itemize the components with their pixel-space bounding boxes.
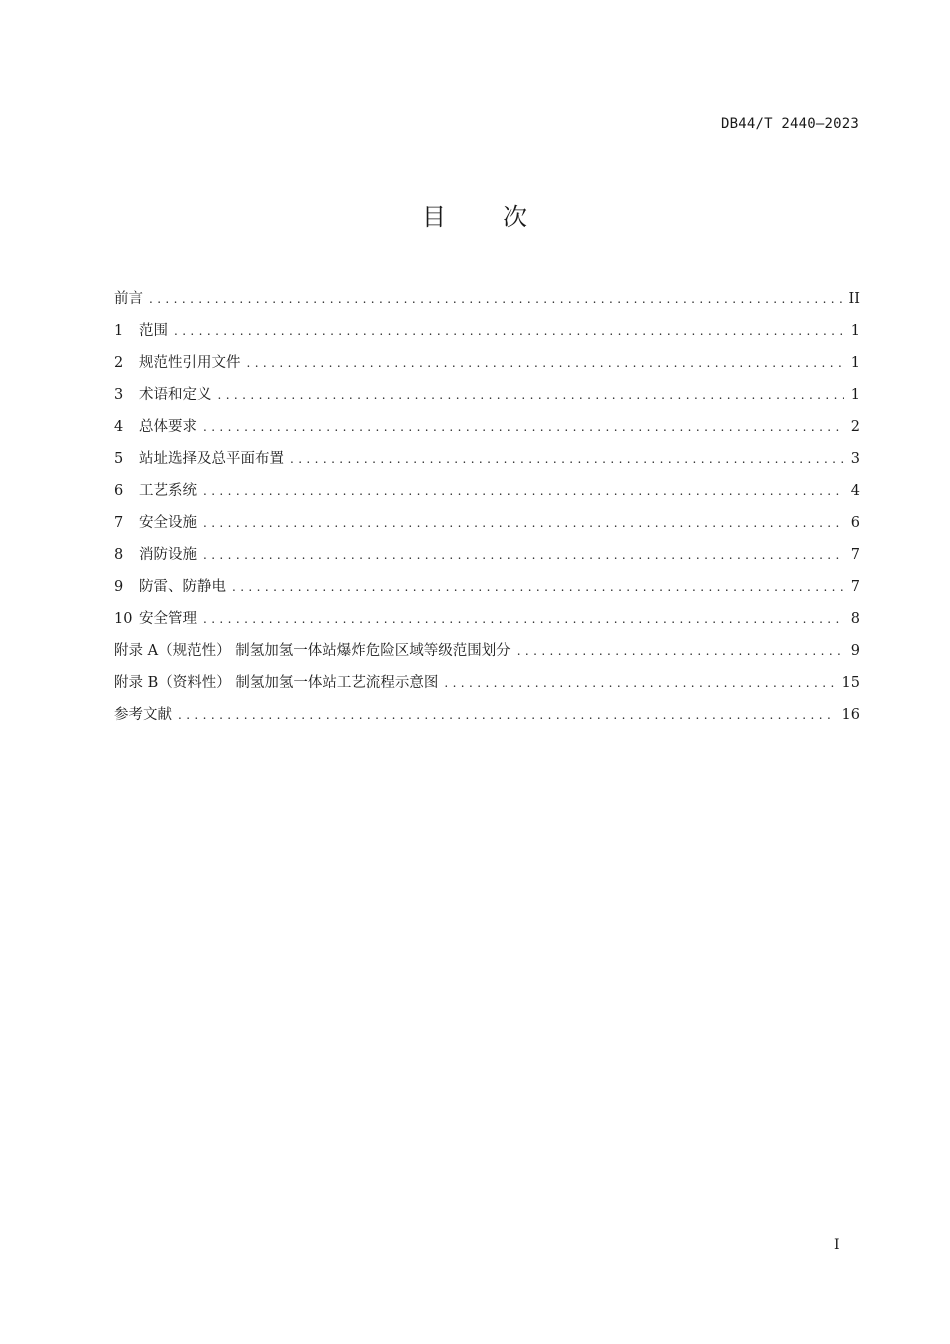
toc-entry-number: 9 [114,579,124,595]
toc-entry-page: 1 [850,323,860,339]
toc-entry-terms-definitions[interactable] [114,379,860,411]
toc-entry-page: 1 [850,387,860,403]
dot-leader [444,667,835,699]
dot-leader [203,411,844,443]
toc-entry-title: 工艺系统 [139,483,197,499]
toc-entry-title: 附录 A（规范性） 制氢加氢一体站爆炸危险区域等级范围划分 [114,643,511,659]
toc-entry-number: 5 [114,451,124,467]
toc-entry-page: 16 [841,707,860,723]
dot-leader [290,443,844,475]
toc-entry-number: 10 [114,611,133,627]
toc-entry-title: 站址选择及总平面布置 [139,451,284,467]
toc-entry-title: 防雷、防静电 [139,579,226,595]
table-of-contents [114,283,860,731]
dot-leader [203,475,844,507]
toc-entry-foreword[interactable] [114,283,860,315]
toc-entry-title: 规范性引用文件 [139,355,241,371]
toc-entry-safety-facilities[interactable] [114,507,860,539]
dot-leader [178,699,836,731]
toc-entry-number: 4 [114,419,124,435]
dot-leader [232,571,844,603]
toc-entry-title: 前言 [114,291,143,307]
toc-entry-title: 消防设施 [139,547,197,563]
toc-entry-number: 3 [114,387,124,403]
toc-entry-fire-facilities[interactable] [114,539,860,571]
toc-entry-bibliography[interactable] [114,699,860,731]
toc-entry-number: 6 [114,483,124,499]
document-code: DB44/T 2440—2023 [720,116,859,132]
toc-entry-appendix-b[interactable] [114,667,860,699]
toc-entry-page: 7 [850,547,860,563]
dot-leader [247,347,845,379]
toc-entry-title: 安全管理 [139,611,197,627]
toc-entry-normative-references[interactable] [114,347,860,379]
toc-entry-number: 1 [114,323,124,339]
page-number: I [834,1237,840,1253]
toc-entry-page: 4 [850,483,860,499]
toc-entry-page: 9 [850,643,860,659]
dot-leader [517,635,844,667]
toc-entry-number: 8 [114,547,124,563]
toc-entry-page: 15 [841,675,860,691]
toc-entry-number: 7 [114,515,124,531]
toc-entry-scope[interactable] [114,315,860,347]
page-title-part-2: 次 [503,203,528,231]
toc-entry-page: II [848,291,860,307]
dot-leader [203,603,844,635]
toc-entry-safety-management[interactable] [114,603,860,635]
toc-entry-site-selection[interactable] [114,443,860,475]
toc-entry-general-requirements[interactable] [114,411,860,443]
toc-entry-title: 总体要求 [139,419,197,435]
toc-entry-page: 3 [850,451,860,467]
dot-leader [218,379,845,411]
toc-entry-number: 2 [114,355,124,371]
page-title [0,200,950,234]
dot-leader [174,315,844,347]
dot-leader [203,539,844,571]
toc-entry-title: 术语和定义 [139,387,212,403]
toc-entry-title: 附录 B（资料性） 制氢加氢一体站工艺流程示意图 [114,675,439,691]
dot-leader [149,283,843,315]
dot-leader [203,507,844,539]
toc-entry-page: 1 [850,355,860,371]
toc-entry-appendix-a[interactable] [114,635,860,667]
toc-entry-page: 6 [850,515,860,531]
toc-entry-page: 7 [850,579,860,595]
toc-entry-process-system[interactable] [114,475,860,507]
toc-entry-page: 8 [850,611,860,627]
toc-entry-title: 参考文献 [114,707,172,723]
toc-entry-lightning-static[interactable] [114,571,860,603]
toc-entry-page: 2 [850,419,860,435]
page-title-part-1: 目 [422,203,447,231]
toc-entry-title: 安全设施 [139,515,197,531]
toc-entry-title: 范围 [139,323,168,339]
